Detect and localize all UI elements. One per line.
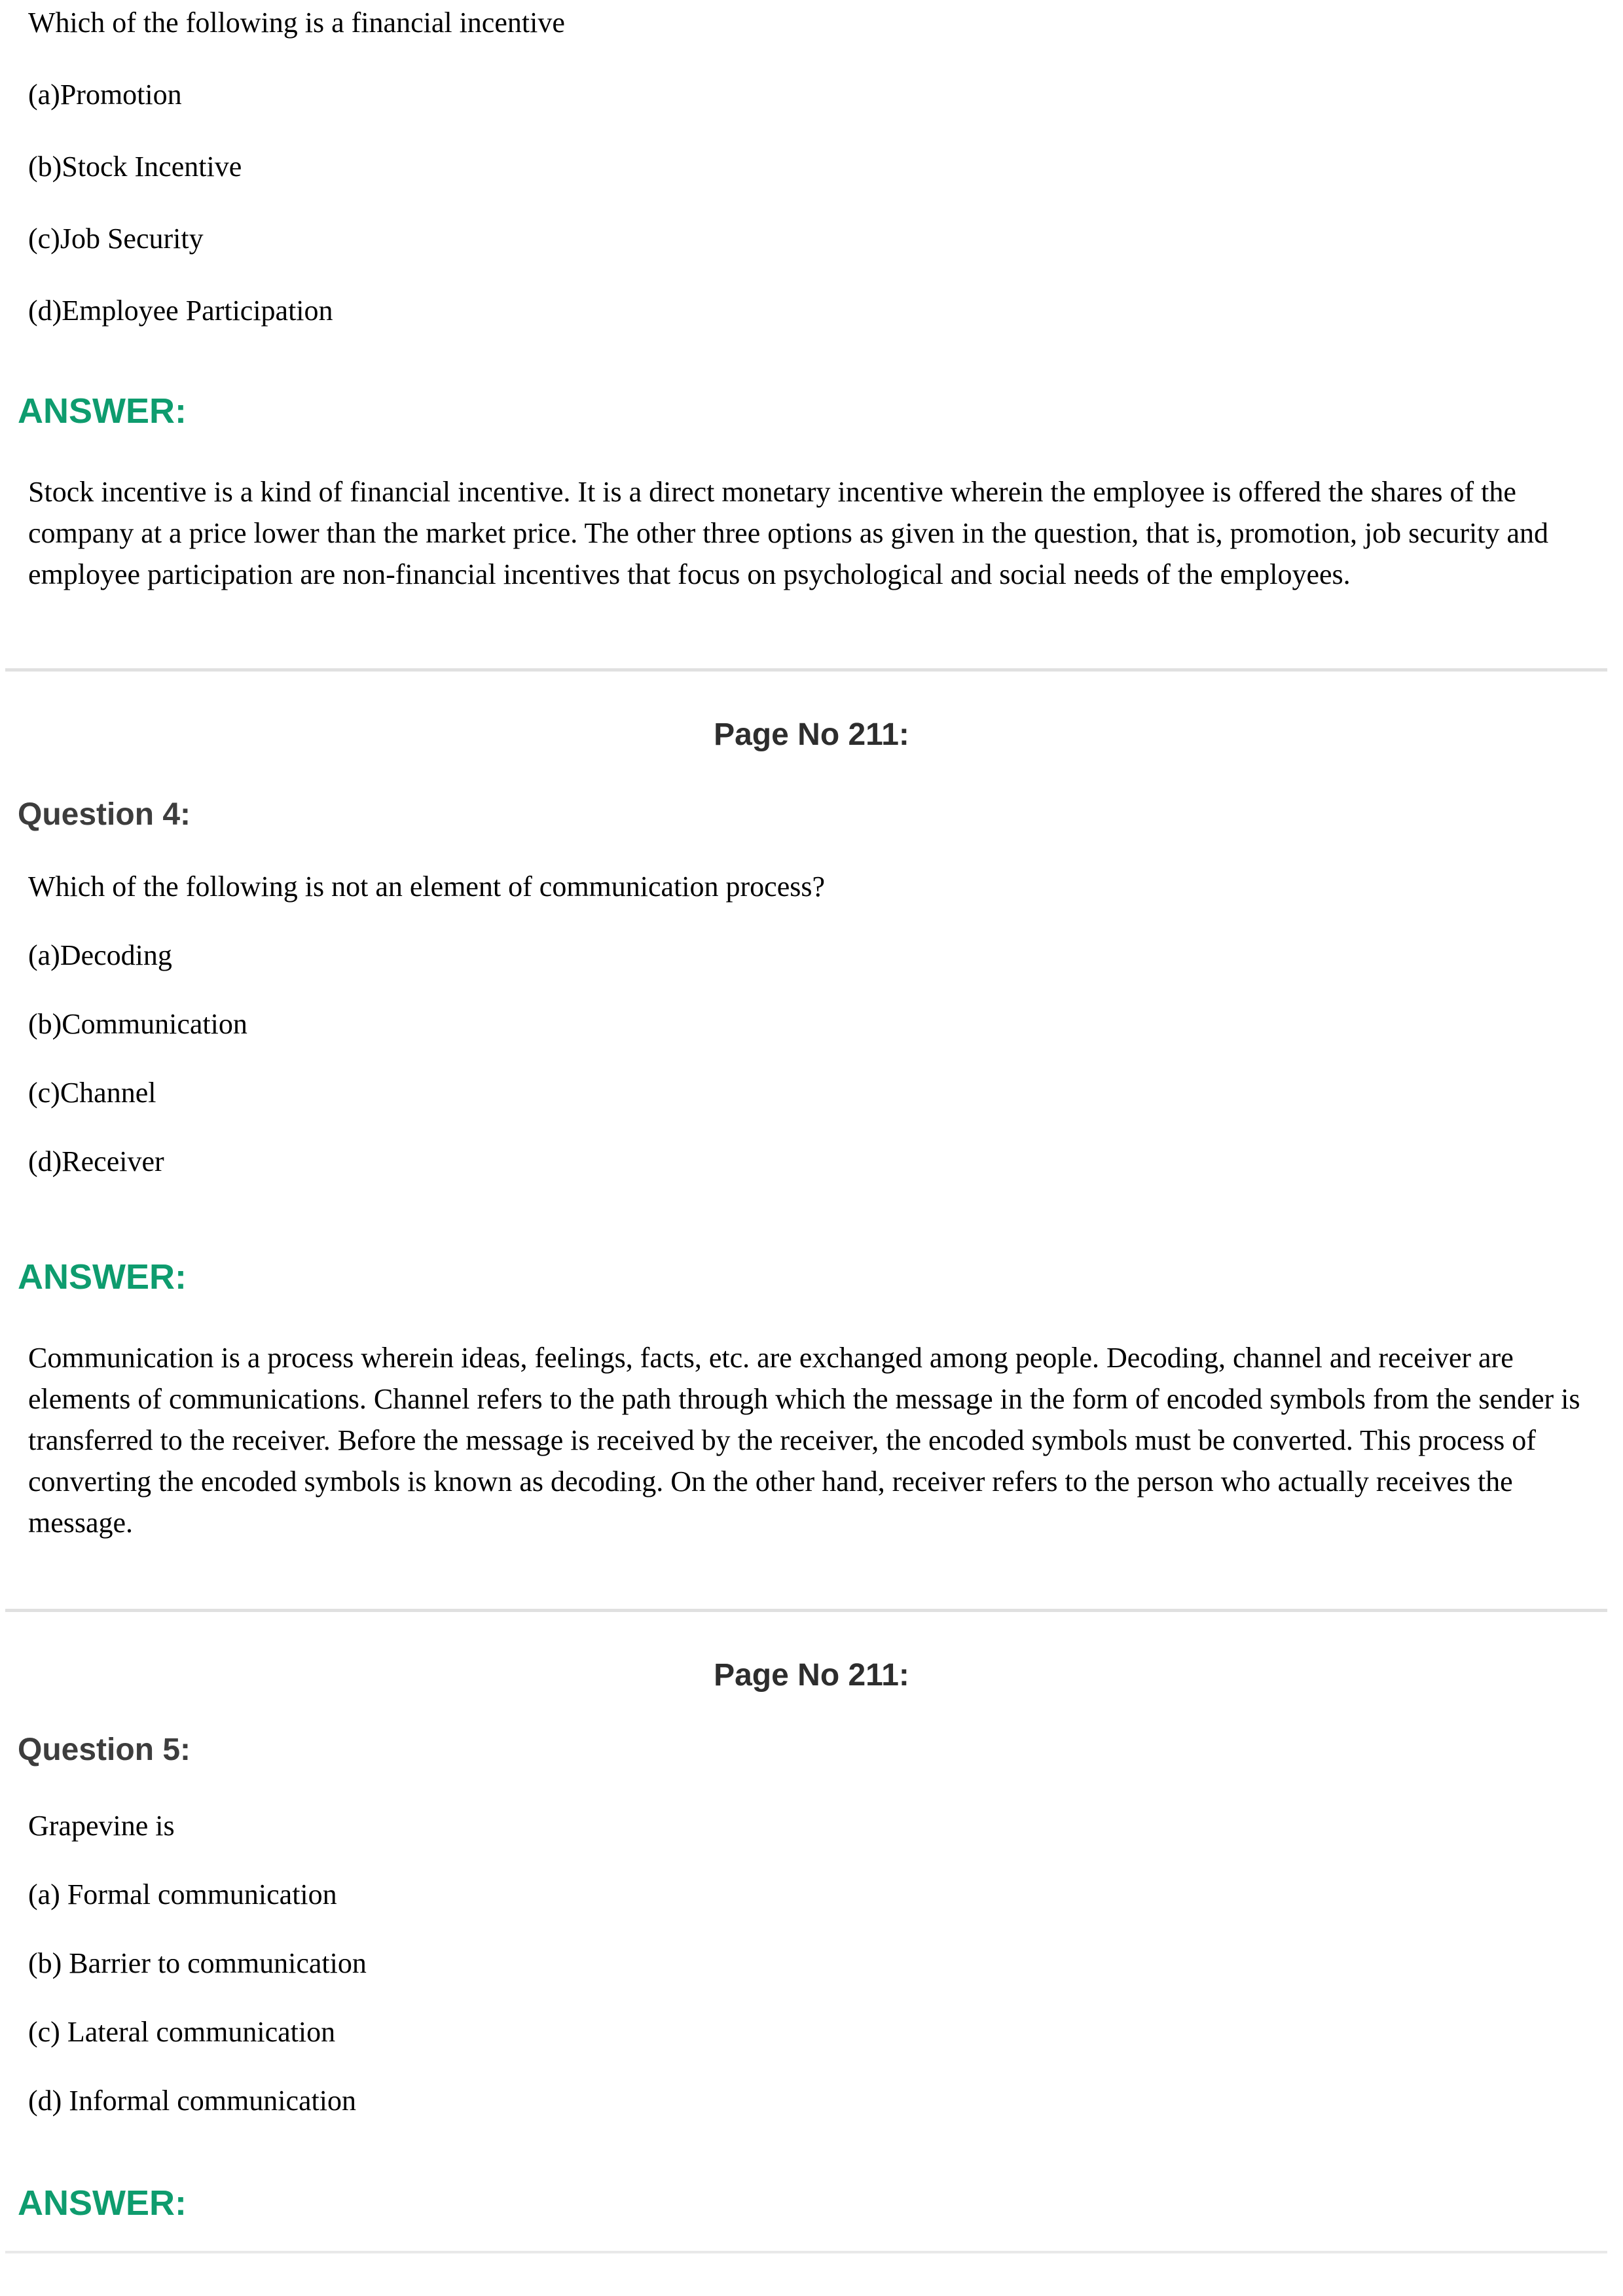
question-5-heading: Question 5:	[18, 1732, 191, 1767]
question-5-option-b: (b) Barrier to communication	[28, 1947, 367, 1979]
question-5-section	[0, 1658, 1623, 2223]
question-3-answer-text: Stock incentive is a kind of financial incentive. It is a direct monetary incentive wherein the employee is offered the shares of the company at a price lower than the market price. The other three options as given in the question, that is, promotion, job security and employee participation are non-financial incentives that focus on psychological and social needs of the employees.	[28, 476, 1548, 590]
question-5-option-c: (c) Lateral communication	[28, 2016, 336, 2048]
question-3-option-d: (d)Employee Participation	[28, 295, 333, 327]
question-3-section	[0, 7, 1623, 595]
question-4-option-a: (a)Decoding	[28, 939, 172, 971]
page-bottom-divider	[5, 2251, 1607, 2253]
question-4-option-d: (d)Receiver	[28, 1145, 164, 1177]
question-4-heading: Question 4:	[18, 797, 191, 832]
question-3-option-b: (b)Stock Incentive	[28, 151, 242, 183]
question-5-answer-heading: ANSWER:	[18, 2183, 187, 2223]
question-3-option-a: (a)Promotion	[28, 79, 182, 111]
question-4-option-c: (c)Channel	[28, 1077, 156, 1109]
page-number-heading: Page No 211:	[714, 717, 909, 752]
question-5-option-a: (a) Formal communication	[28, 1878, 337, 1910]
question-4-option-b: (b)Communication	[28, 1008, 247, 1040]
section-divider	[5, 668, 1607, 672]
question-4-section	[0, 719, 1623, 1543]
question-5-option-d: (d) Informal communication	[28, 2085, 356, 2117]
question-4-answer-heading: ANSWER:	[18, 1257, 187, 1297]
section-divider	[5, 1609, 1607, 1612]
question-5-text: Grapevine is	[28, 1810, 175, 1842]
question-3-text: Which of the following is a financial incentive	[28, 7, 565, 39]
question-3-option-c: (c)Job Security	[28, 223, 204, 255]
question-4-answer-text: Communication is a process wherein ideas, feelings, facts, etc. are exchanged among people. Decoding, channel and receiver are elements of communications. Channel refers to the path through which the message in the form of encoded symbols from the sender is transferred to the receiver. Before the message is received by the receiver, the encoded symbols must be converted. This process of converting the encoded symbols is known as decoding. On the other hand, receiver refers to the person who actually receives the message.	[28, 1342, 1580, 1539]
page-number-heading: Page No 211:	[714, 1658, 909, 1693]
question-3-answer-heading: ANSWER:	[18, 391, 187, 431]
question-4-text: Which of the following is not an element of communication process?	[28, 870, 826, 903]
